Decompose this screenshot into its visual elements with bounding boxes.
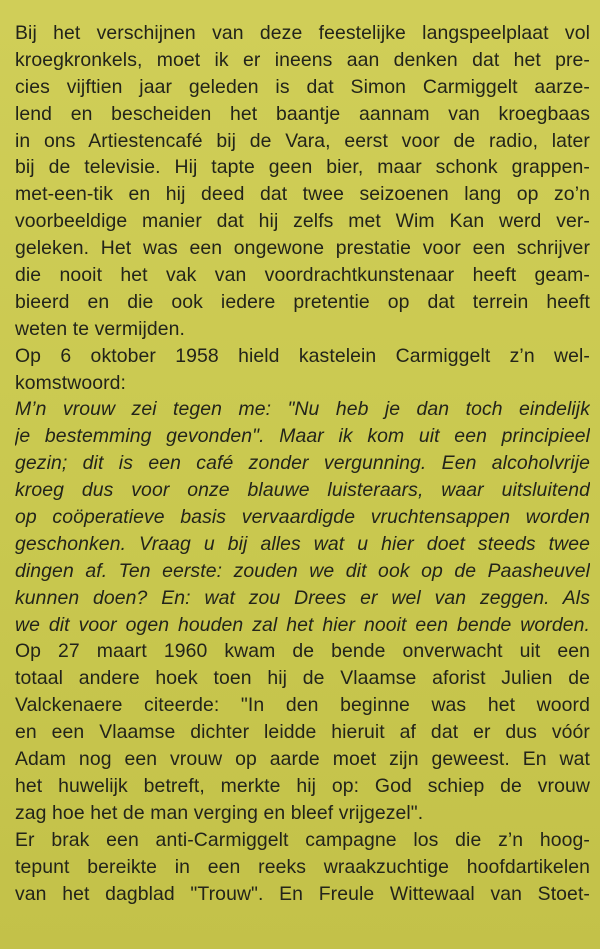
text-line: Bij het verschijnen van deze feestelijke langspeelplaat vol	[15, 22, 590, 44]
quoted-text-line: M’n vrouw zei tegen me: "Nu heb je dan toch eindelijk	[15, 398, 590, 421]
text-line: komstwoord:	[15, 371, 127, 394]
quoted-text-line: gezin; dit is een café zonder vergunning. Een alcoholvrije	[15, 452, 590, 475]
quoted-text-line: dingen af. Ten eerste: zouden we dit ook op de Paasheuvel	[15, 559, 590, 582]
quoted-text-line: op coöperatieve basis vervaardigde vruchtensappen worden	[15, 506, 590, 529]
quoted-text-line: kroeg dus voor onze blauwe luisteraars, waar uitsluitend	[15, 479, 590, 502]
text-line: het huwelijk betreft, merkte hij op: God schiep de vrouw	[15, 774, 590, 797]
text-line: van het dagblad "Trouw". En Freule Wittewaal van Stoet-	[15, 882, 590, 905]
text-line: weten te vermijden.	[15, 317, 186, 340]
text-line: met-een-tik en hij deed dat twee seizoenen lang op zo’n	[15, 183, 590, 206]
text-line: Op 6 oktober 1958 hield kastelein Carmiggelt z’n wel-	[15, 344, 590, 367]
text-line: Adam nog een vrouw op aarde moet zijn geweest. En wat	[15, 748, 590, 771]
text-line: Valckenaere citeerde: "In den beginne was het woord	[15, 694, 590, 717]
text-line: Er brak een anti-Carmiggelt campagne los die z’n hoog-	[15, 828, 590, 851]
quoted-text-line: geschonken. Vraag u bij alles wat u hier doet steeds twee	[15, 532, 590, 555]
quoted-text-line: we dit voor ogen houden zal het hier nooit een bende worden.	[15, 613, 590, 636]
text-line: en een Vlaamse dichter leidde hieruit af dat er dus vóór	[15, 721, 590, 744]
text-line: voorbeeldige manier dat hij zelfs met Wim Kan werd ver-	[15, 210, 590, 233]
text-line: Op 27 maart 1960 kwam de bende onverwacht uit een	[15, 640, 590, 663]
text-line: lend en bescheiden het baantje aannam van kroegbaas	[15, 102, 590, 125]
text-line: totaal andere hoek toen hij de Vlaamse aforist Julien de	[15, 667, 590, 690]
text-line: geleken. Het was een ongewone prestatie voor een schrijver	[15, 237, 590, 260]
text-line: tepunt bereikte in een reeks wraakzuchtige hoofdartikelen	[15, 855, 590, 878]
liner-notes-text	[15, 20, 590, 907]
text-line: cies vijftien jaar geleden is dat Simon Carmiggelt aarze-	[15, 75, 590, 98]
text-line: bieerd en die ook iedere pretentie op dat terrein heeft	[15, 290, 590, 313]
text-line: zag hoe het de man verging en bleef vrijgezel".	[15, 801, 424, 824]
text-line: die nooit het vak van voordrachtkunstenaar heeft geam-	[15, 264, 590, 287]
text-line: bij de televisie. Hij tapte geen bier, maar schonk grappen-	[15, 156, 590, 179]
quoted-text-line: kunnen doen? En: wat zou Drees er wel van zeggen. Als	[15, 586, 590, 609]
text-line: kroegkronkels, moet ik er ineens aan denken dat het pre-	[15, 48, 590, 71]
quoted-text-line: je bestemming gevonden". Maar ik kom uit een principieel	[15, 425, 590, 448]
text-line: in ons Artiestencafé bij de Vara, eerst voor de radio, later	[15, 129, 590, 152]
